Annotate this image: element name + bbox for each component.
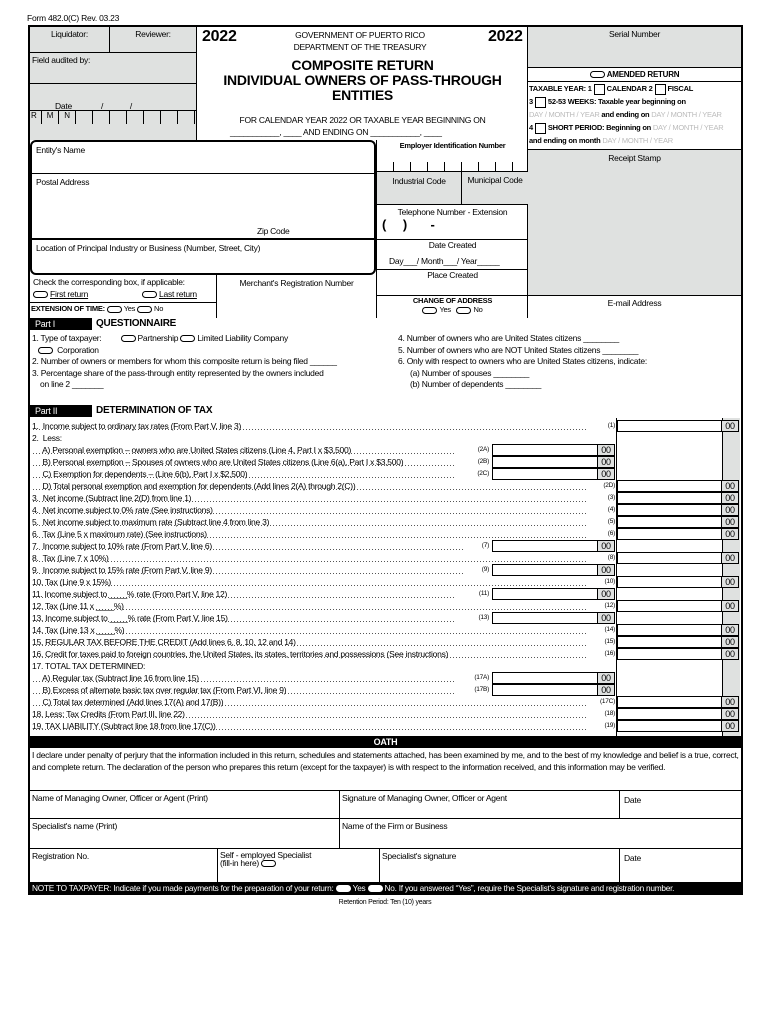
no-label: No [473,305,483,314]
note-no-label: No. If you answered “Yes”, require the Specialist's signature and registration number. [384,883,675,893]
cents-field: 00 [721,480,739,492]
part2-line-24: 18. Less: Tax Credits (From Part III, line 22) [32,708,587,720]
part2-line-7: 4. Net income subject to 0% rate (See instructions) [32,504,587,516]
part1-label: Part I [35,319,56,329]
corporation-radio[interactable] [38,347,53,354]
government-label: GOVERNMENT OF PUERTO RICO [295,30,425,40]
date-created-field[interactable] [377,240,528,270]
amount-field-14[interactable] [617,624,722,636]
check-block [30,275,217,318]
ein-label: Employer Identification Number [399,141,506,150]
fill-in-label: (fill-in here) [220,858,260,868]
part2-line-6: 3. Net income (Subtract line 2(D) from line 1) [32,492,587,504]
part2-line-16: 13. Income subject to ____% rate (From Part V, line 15) [32,612,455,624]
cents-field: 00 [721,636,739,648]
line-number: (10) [604,578,615,585]
line-number: (11) [478,590,489,597]
cents-field: 00 [721,492,739,504]
partnership-label: Partnership [137,333,179,343]
entity-box [30,140,376,275]
line-number: (2C) [477,470,489,477]
q1-label: 1. Type of taxpayer: [32,333,102,343]
part2-line-10: 7. Income subject to 10% rate (From Part V, line 6) [32,540,465,552]
industrial-code-field[interactable]: Industrial Code [377,172,462,205]
q4-field[interactable]: 4. Number of owners who are United States citizens ________ [398,333,620,343]
part2-bar [30,405,741,417]
part1-bar [30,318,741,330]
part2-label: Part II [35,406,58,416]
postal-label: Postal Address [36,177,90,187]
cents-field: 00 [721,552,739,564]
short-num: 4 [529,123,533,132]
line-number: (19) [604,722,615,729]
rmn-row [30,111,196,124]
title-line-1: COMPOSITE RETURN [291,57,434,73]
entity-name-field[interactable]: Entity's Name [32,142,374,174]
part2-line-11: 8. Tax (Line 7 x 10%) [32,552,587,564]
q5-field[interactable]: 5. Number of owners who are NOT United States citizens ________ [398,344,639,355]
line-number: (8) [607,554,615,561]
place-created-field[interactable]: Place Created [377,270,528,296]
short-begin-date[interactable]: DAY / MONTH / YEAR [652,123,724,132]
first-return-radio[interactable] [33,291,48,298]
part2-line-18: 15. REGULAR TAX BEFORE THE CREDIT (Add lines 6, 8, 10, 12 and 14) [32,636,587,648]
line-number: (17B) [474,686,489,693]
weeks-end-date[interactable]: DAY / MONTH / YEAR [651,110,722,119]
amount-field-12[interactable] [617,600,722,612]
note-yes-label: Yes [352,883,366,893]
taxable-year-label: TAXABLE YEAR: 1 [529,84,592,93]
partnership-radio[interactable] [121,335,136,342]
amount-field-18[interactable] [617,708,722,720]
period-line-1: FOR CALENDAR YEAR 2022 OR TAXABLE YEAR BEGINNING ON [239,115,486,125]
change-of-address [377,296,528,318]
note-label: NOTE TO TAXPAYER: Indicate if you made payments for the preparation of your return: [32,883,334,893]
part2-line-25: 19. TAX LIABILITY (Subtract line 18 from line 17(C)) [32,720,587,732]
llc-radio[interactable] [180,335,195,342]
weeks-label: 52-53 WEEKS: Taxable year beginning on [547,97,686,106]
note-no-radio[interactable] [368,885,383,892]
corporation-label: Corporation [57,344,99,355]
and-ending-label: and ending on [601,110,650,119]
cents-field: 00 [721,696,739,708]
line-number: (15) [604,638,615,645]
postal-address-field[interactable] [32,174,374,240]
self-employed-label: Self - employed Specialist [220,850,312,860]
short-end-date[interactable]: DAY / MONTH / YEAR [602,136,673,145]
retention-period: Retention Period: Ten (10) years [338,899,432,906]
amount-field-11[interactable] [492,588,598,600]
line-number: (7) [481,542,489,549]
cents-field: 00 [721,720,739,732]
amount-field-6[interactable] [617,528,722,540]
calendar-checkbox[interactable] [594,84,605,95]
cents-field: 00 [597,684,615,696]
short-period-label: SHORT PERIOD: Beginning on [547,123,651,132]
amount-field-1[interactable] [617,420,722,432]
self-employed-radio[interactable] [261,860,276,867]
codes-row [377,172,528,205]
merchant-registration-field[interactable]: Merchant's Registration Number [239,278,354,288]
line-number: (18) [604,710,615,717]
specialist-name-field[interactable]: Specialist's name (Print) [30,819,340,849]
fiscal-label: FISCAL [667,84,694,93]
cents-field: 00 [597,540,615,552]
owner-signature-field[interactable]: Signature of Managing Owner, Officer or Agent [340,791,620,819]
line-number: (17C) [599,698,615,705]
part2-line-14: 11. Income subject to ____% rate (From Part V, line 12) [32,588,455,600]
q6b-field[interactable]: (b) Number of dependents ________ [410,379,542,389]
q6-label: 6. Only with respect to owners who are United States citizens, indicate: [398,356,647,366]
cents-field: 00 [721,600,739,612]
amended-label: AMENDED RETURN [606,70,680,79]
q2-field[interactable]: 2. Number of owners or members for whom this composite return is being filed ______ [32,356,337,366]
amount-field-10[interactable] [617,576,722,588]
r-cell[interactable]: R [30,111,42,124]
form-title [200,58,525,103]
n-cell[interactable]: N [59,111,76,124]
municipal-code-field[interactable]: Municipal Code [467,175,523,185]
part2-line-1: 2. Less: [32,433,62,443]
line-number: (1) [607,422,615,429]
q6a-field[interactable]: (a) Number of spouses ________ [410,367,530,378]
amount-field-13[interactable] [492,612,598,624]
line-number: (3) [607,494,615,501]
amount-field-17A[interactable] [492,672,598,684]
line-number: (2B) [477,458,489,465]
weeks-begin-date[interactable]: DAY / MONTH / YEAR [529,110,600,119]
year-right: 2022 [488,28,523,45]
q3-field[interactable]: on line 2 _______ [40,379,104,389]
extension-yes-radio[interactable] [107,306,122,313]
date-label: Date [55,101,72,111]
line-number: (14) [604,626,615,633]
cents-field: 00 [597,588,615,600]
line-number: (2A) [477,446,489,453]
cents-field: 00 [721,648,739,660]
note-bar [30,882,741,894]
part2-line-2: A) Personal exemption – owners who are United States citizens (Line 4, Part I x $3,500) [32,444,455,456]
liquidator-field[interactable]: Liquidator: [30,27,110,53]
line-number: (5) [607,518,615,525]
amount-field-2A[interactable] [492,444,598,456]
cents-field: 00 [597,564,615,576]
part2-line-21: A) Regular tax (Subtract line 16 from line 15) [32,672,455,684]
oath-text: I declare under penalty of perjury that the information included in this return, schedules and statements attached, has been examined by me, and to the best of my knowledge and belief is a true, correct, and complete return. The declaration of the person who prepares this return (except for the taxpayer) is with respect to the information received, and this information may be verified. [32,750,739,772]
cents-field: 00 [721,516,739,528]
questionnaire-left [32,333,392,391]
questionnaire-right [398,333,738,391]
cents-field: 00 [721,708,739,720]
first-return-label: First return [50,289,89,299]
amount-field-4[interactable] [617,504,722,516]
part2-line-4: C) Exemption for dependents – (Line 6(b), Part I x $2,500) [32,468,455,480]
amount-field-5[interactable] [617,516,722,528]
yes-label: Yes [439,305,451,314]
amount-field-9[interactable] [492,564,598,576]
amended-return-option[interactable] [528,68,741,82]
signature-block [30,790,741,882]
line-number: (2D) [603,482,615,489]
date-created-format: Day___/ Month___/ Year_____ [389,256,500,266]
llc-label: Limited Liability Company [197,333,288,343]
line-number: (4) [607,506,615,513]
cents-field: 00 [597,672,615,684]
cents-field: 00 [597,468,615,480]
taxable-year-block [528,82,741,150]
extension-no-radio[interactable] [137,306,152,313]
owner-name-field[interactable]: Name of Managing Owner, Officer or Agent (Print) [30,791,340,819]
part2-line-13: 10. Tax (Line 9 x 15%) [32,576,587,588]
line-number: (9) [481,566,489,573]
audit-date-field[interactable]: Date ______/______/______ [30,84,196,111]
telephone-field[interactable] [377,205,528,240]
part2-line-0: 1. Income subject to ordinary tax rates (From Part V, line 3) [32,420,587,432]
telephone-format: ( ) - [382,217,435,232]
specialist-date-field[interactable]: Date [624,853,641,863]
last-return-radio[interactable] [142,291,157,298]
cents-field: 00 [721,528,739,540]
m-cell[interactable]: M [42,111,59,124]
reviewer-field[interactable]: Reviewer: [110,27,196,53]
title-line-2: INDIVIDUAL OWNERS OF PASS-THROUGH [223,72,502,88]
calendar-label: CALENDAR 2 [606,84,653,93]
weeks-checkbox[interactable] [535,97,546,108]
part2-line-8: 5. Net income subject to maximum rate (Subtract line 4 from line 3) [32,516,587,528]
part2-line-20: 17. TOTAL TAX DETERMINED: [32,661,146,671]
cents-field: 00 [721,576,739,588]
part2-line-15: 12. Tax (Line 11 x ____%) [32,600,587,612]
zip-code-label: Zip Code [257,226,290,236]
short-period-checkbox[interactable] [535,123,546,134]
line-number: (16) [604,650,615,657]
line-number: (13) [478,614,489,621]
location-field[interactable]: Location of Principal Industry or Business (Number, Street, City) [36,243,261,253]
part2-line-19: 16. Credit for taxes paid to foreign countries, the United States, its states, territories and possessions (See instructions) [32,648,587,660]
amount-field-3[interactable] [617,492,722,504]
firm-name-field[interactable]: Name of the Firm or Business [340,819,741,849]
extension-label: EXTENSION OF TIME: [31,304,105,313]
registration-number-field[interactable]: Registration No. [30,849,218,883]
amount-field-15[interactable] [617,636,722,648]
cents-field: 00 [597,612,615,624]
ending-month-label: and ending on month [529,136,601,145]
check-label: Check the corresponding box, if applicable: [33,277,185,287]
period-line-2[interactable]: ___________, ____ AND ENDING ON ___________, ____ [230,127,442,137]
weeks-num: 3 [529,97,533,106]
cents-field: 00 [721,504,739,516]
receipt-stamp-area: Receipt Stamp [528,150,741,296]
part2-title: DETERMINATION OF TAX [92,405,741,417]
amount-field-17B[interactable] [492,684,598,696]
amended-radio[interactable] [590,71,605,78]
ending-label: AND ENDING ON [303,127,369,137]
amount-field-16[interactable] [617,648,722,660]
year-left: 2022 [202,28,237,45]
cents-field: 00 [721,624,739,636]
field-audited-field[interactable]: Field audited by: [30,53,196,84]
part2-line-12: 9. Income subject to 15% rate (From Part V, line 9) [32,564,465,576]
amount-field-17C[interactable] [617,696,722,708]
form-id: Form 482.0(C) Rev. 03.23 [27,13,120,23]
part1-title: QUESTIONNAIRE [92,318,741,330]
change-address-label: CHANGE OF ADDRESS [412,296,493,305]
part2-line-23: C) Total tax determined (Add lines 17(A) and 17(B)) [32,696,587,708]
part2-line-3: B) Personal exemption – Spouses of owners who are United States citizens (Line 6(a), Part I x $3,500) [32,456,455,468]
self-employed-option[interactable] [218,849,380,883]
ein-field[interactable] [377,152,528,172]
amount-field-2C[interactable] [492,468,598,480]
q3-label: 3. Percentage share of the pass-through entity represented by the owners included [32,367,324,378]
change-yes-radio[interactable] [422,307,437,314]
line-number: (12) [604,602,615,609]
telephone-label: Telephone Number - Extension [397,207,508,217]
part2-line-17: 14. Tax (Line 13 x ____%) [32,624,587,636]
ext-yes-label: Yes [123,304,136,313]
line-number: (6) [607,530,615,537]
amount-field-2B[interactable] [492,456,598,468]
amount-field-8[interactable] [617,552,722,564]
fiscal-checkbox[interactable] [655,84,666,95]
part2-line-22: B) Excess of alternate basic tax over regular tax (From Part VI, line 9) [32,684,455,696]
last-return-label: Last return [159,289,197,299]
part2-line-5: D) Total personal exemption and exemption for dependents (Add lines 2(A) through 2(C)) [32,480,587,492]
part2-line-9: 6. Tax (Line 5 x maximum rate) (See instructions) [32,528,587,540]
email-field[interactable]: E-mail Address [607,298,662,308]
cents-field: 00 [597,444,615,456]
note-yes-radio[interactable] [336,885,351,892]
office-use-block [30,27,196,140]
change-no-radio[interactable] [456,307,471,314]
cents-field: 00 [597,456,615,468]
department-label: DEPARTMENT OF THE TREASURY [293,42,427,52]
specialist-signature-field[interactable]: Specialist's signature [380,849,620,883]
cents-field: 00 [721,420,739,432]
date-created-label: Date Created [428,240,477,250]
oath-bar: OATH [30,736,741,748]
amount-field-7[interactable] [492,540,598,552]
amount-field-2D[interactable] [617,480,722,492]
id-column [376,140,527,318]
serial-number-field: Serial Number [528,27,741,68]
owner-date-field[interactable]: Date [620,791,741,819]
ext-no-label: No [154,304,164,313]
amount-field-19[interactable] [617,720,722,732]
title-line-3: ENTITIES [331,87,393,103]
line-number: (17A) [474,674,489,681]
